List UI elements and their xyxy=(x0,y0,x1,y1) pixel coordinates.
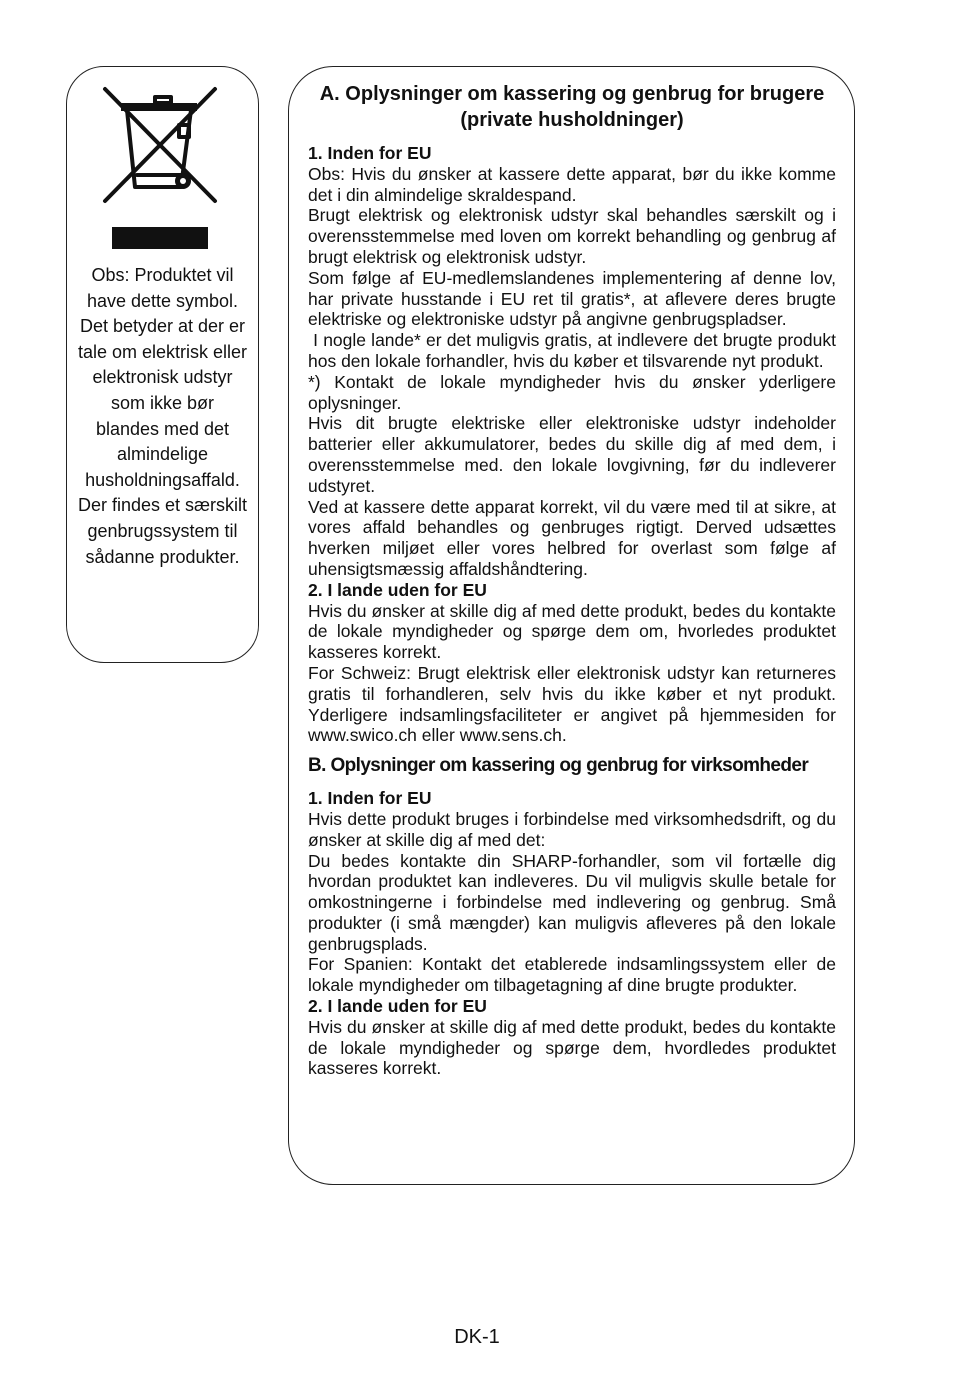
section-b-subheading-eu: 1. Inden for EU xyxy=(308,788,432,809)
section-a-paragraph: Som følge af EU-medlemslandenes implementering af denne lov, har private husstande i EU ret til gratis*, at aflevere deres brugte elektriske og elektroniske udstyr på angivne genbrugspladser. xyxy=(308,267,836,330)
section-a-subheading-non-eu: 2. I lande uden for EU xyxy=(308,579,487,600)
disposal-info-content xyxy=(308,81,841,1079)
section-b-paragraph: For Spanien: Kontakt det etablerede indsamlingssystem eller de lokale myndigheder om tilbagetagning af dine brugte produkter. xyxy=(308,954,836,996)
section-a-paragraph: Hvis du ønsker at skille dig af med dette produkt, bedes du kontakte de lokale myndigheder og spørge dem om, hvorledes produktet kasseres korrekt. xyxy=(308,600,836,663)
section-b-subheading-non-eu: 2. I lande uden for EU xyxy=(308,996,487,1017)
section-a-paragraph: Ved at kassere dette apparat korrekt, vil du være med til at sikre, at vores affald behandles og genbruges rigtigt. Derved udsættes hverken miljøet eller vores helbred for overlast som følge af uhensigtsmæssig affaldshåndtering. xyxy=(308,496,836,579)
weee-symbol-note: Obs: Produktet vil have dette symbol. Det betyder at der er tale om elektrisk eller elektronisk udstyr som ikke bør blandes med det almindelige husholdningsaffald. Der findes et særskilt genbrugssystem til sådanne produkter. xyxy=(77,265,248,567)
section-a-paragraph: Brugt elektrisk og elektronisk udstyr skal behandles særskilt og i overensstemmelse med loven om korrekt behandling og genbrug af brugt elektrisk og elektronisk udstyr. xyxy=(308,205,836,267)
section-b-paragraph: Hvis dette produkt bruges i forbindelse med virksomhedsdrift, og du ønsker at skille dig af med det: xyxy=(308,808,836,850)
section-a-title: A. Oplysninger om kassering og genbrug for brugere (private husholdninger) xyxy=(319,83,825,131)
section-a-paragraph: I nogle lande* er det muligvis gratis, at indlevere det brugte produkt hos den lokale forhandler, hvis du køber et tilsvarende nyt produkt. xyxy=(308,330,841,371)
section-a-paragraph: Hvis dit brugte elektriske eller elektroniske udstyr indeholder batterier eller akkumulatorer, bedes du skille dig af med dem, i overensstemmelse med. den lokale lovgivning, før du indleverer udstyret. xyxy=(308,413,836,496)
section-a-paragraph: Obs: Hvis du ønsker at kassere dette apparat, bør du ikke komme det i din almindelige skraldespand. xyxy=(308,163,836,205)
section-a-subheading-eu: 1. Inden for EU xyxy=(308,143,432,163)
page-number: DK-1 xyxy=(454,1326,500,1348)
section-a-paragraph: *) Kontakt de lokale myndigheder hvis du ønsker yderligere oplysninger. xyxy=(308,371,836,413)
section-a-paragraph: For Schweiz: Brugt elektrisk eller elektronisk udstyr kan returneres gratis til forhandleren, selv hvis du ikke køber et nyt produkt. Yderligere indsamlingsfaciliteter er angivet på hjemmesiden for www.swico.ch eller www.sens.ch. xyxy=(308,662,836,746)
black-bar-marker xyxy=(112,227,208,249)
weee-notice-box xyxy=(66,66,259,663)
crossed-out-wheelie-bin-icon xyxy=(99,83,221,207)
section-b-paragraph: Hvis du ønsker at skille dig af med dette produkt, bedes du kontakte de lokale myndigheder og spørge dem, hvordledes produktet kasseres korrekt. xyxy=(308,1016,836,1079)
section-b-paragraph: Du bedes kontakte din SHARP-forhandler, som vil fortælle dig hvordan produktet kan indleveres. Du vil muligvis skulle betale for omkostningerne i forbindelse med indlevering og genbrug. Små produkter (i små mængder) kan muligvis afleveres på den lokale genbrugsplads. xyxy=(308,850,836,954)
section-b-title: B. Oplysninger om kassering og genbrug for virksomheder xyxy=(308,755,809,777)
disposal-info-box xyxy=(288,66,855,1185)
